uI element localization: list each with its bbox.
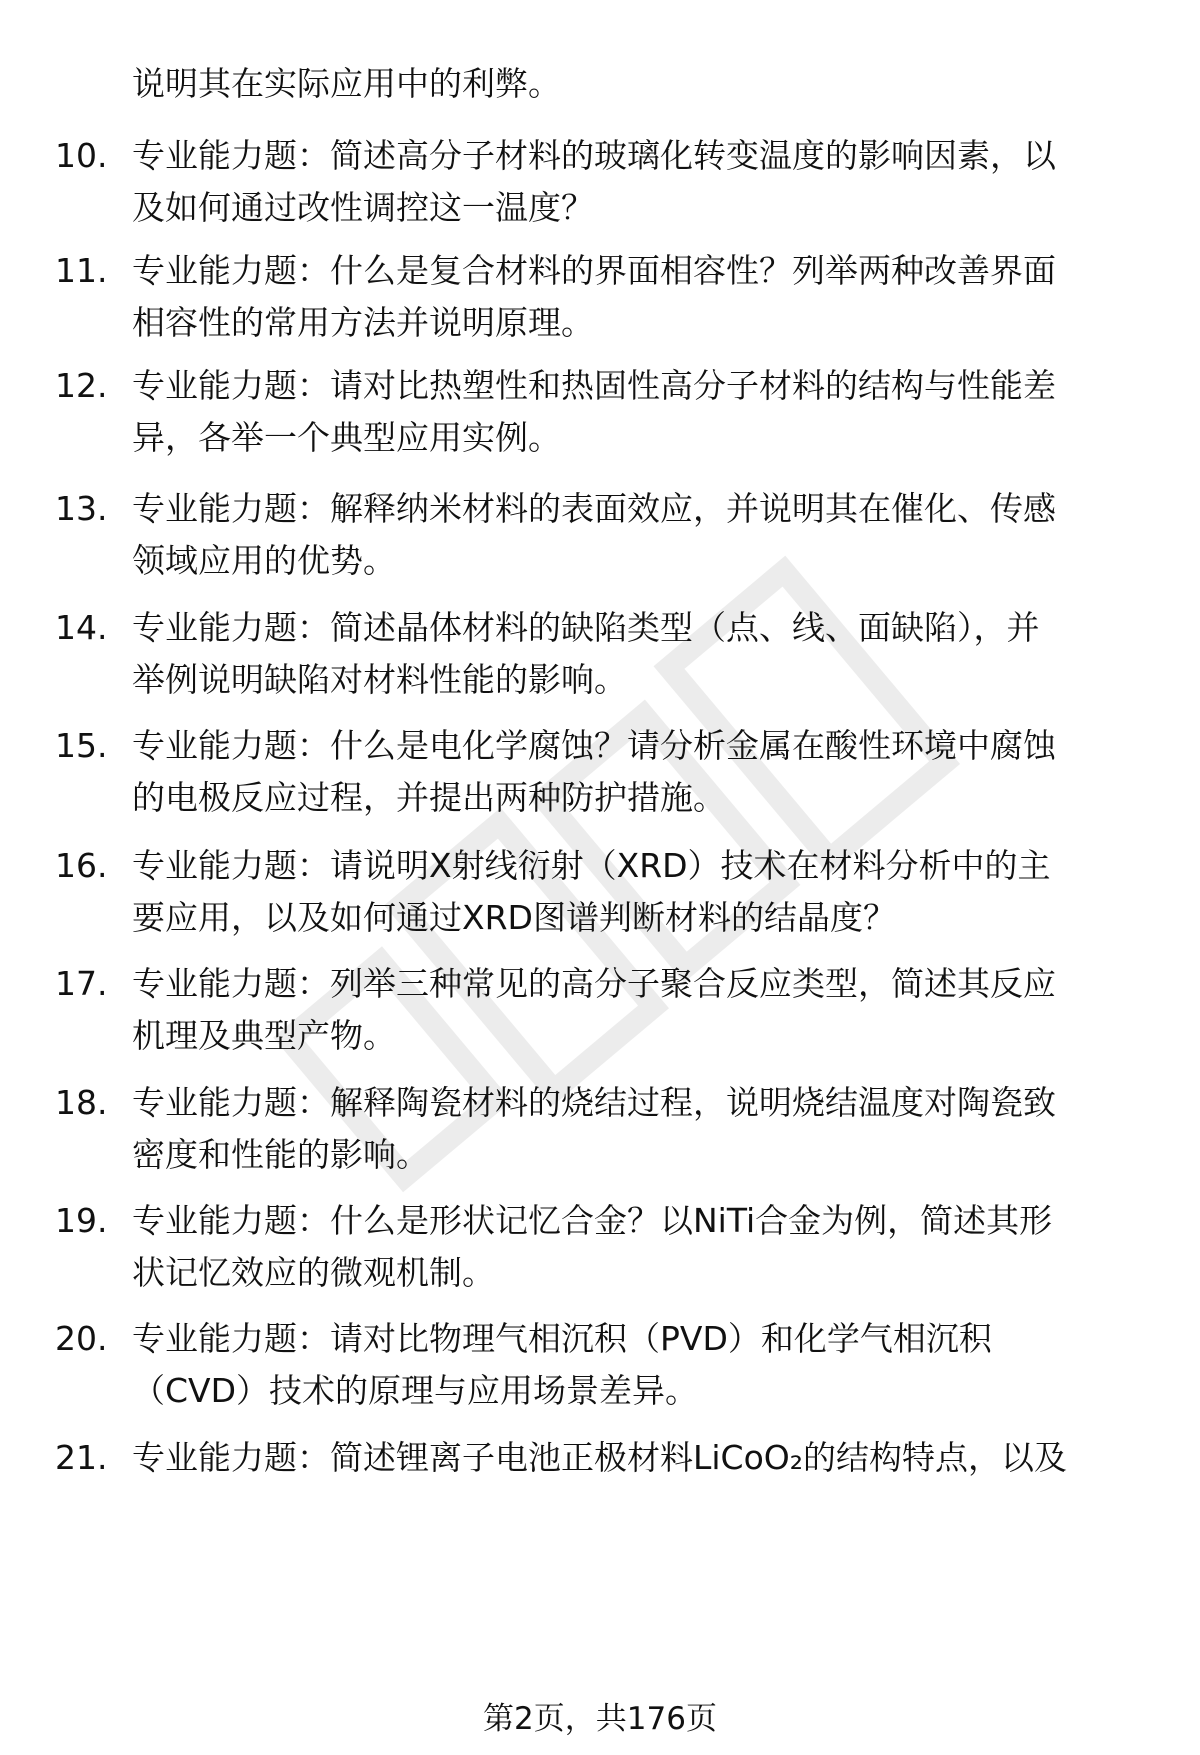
question-item (0, 1432, 1200, 1492)
question-text: 专业能力题：什么是形状记忆合金？以NiTi合金为例，简述其形 状记忆效应的微观机制。 (132, 1201, 1053, 1292)
question-item (0, 130, 1200, 240)
question-number: 14. (55, 608, 108, 647)
question-number: 20. (55, 1319, 108, 1358)
question-text: 专业能力题：解释纳米材料的表面效应，并说明其在催化、传感 领域应用的优势。 (132, 489, 1056, 580)
question-number: 13. (55, 489, 108, 528)
question-text: 专业能力题：列举三种常见的高分子聚合反应类型，简述其反应 机理及典型产物。 (132, 964, 1056, 1055)
question-text: 专业能力题：简述晶体材料的缺陷类型（点、线、面缺陷），并 举例说明缺陷对材料性能的影响。 (132, 608, 1040, 699)
question-item (0, 958, 1200, 1068)
question-item (0, 245, 1200, 355)
question-item (0, 602, 1200, 712)
question-number: 19. (55, 1201, 108, 1240)
question-number: 18. (55, 1083, 108, 1122)
question-number: 11. (55, 251, 108, 290)
question-text: 专业能力题：简述锂离子电池正极材料LiCoO₂的结构特点，以及 (132, 1438, 1067, 1477)
question-text: 专业能力题：请说明X射线衍射（XRD）技术在材料分析中的主 要应用，以及如何通过XRD图谱判断材料的结晶度？ (132, 846, 1051, 937)
question-text: 专业能力题：简述高分子材料的玻璃化转变温度的影响因素，以 及如何通过改性调控这一温度？ (132, 136, 1056, 227)
question-text: 专业能力题：什么是电化学腐蚀？请分析金属在酸性环境中腐蚀 的电极反应过程，并提出两种防护措施。 (132, 726, 1056, 817)
question-item (0, 840, 1200, 950)
question-text: 专业能力题：解释陶瓷材料的烧结过程，说明烧结温度对陶瓷致 密度和性能的影响。 (132, 1083, 1056, 1174)
question-item (0, 1077, 1200, 1187)
question-number: 12. (55, 366, 108, 405)
question-number: 15. (55, 726, 108, 765)
question-item (0, 720, 1200, 830)
question-text: 专业能力题：什么是复合材料的界面相容性？列举两种改善界面 相容性的常用方法并说明原理。 (132, 251, 1056, 342)
question-item (0, 483, 1200, 593)
question-item (0, 360, 1200, 470)
question-number: 10. (55, 136, 108, 175)
question-item (0, 1195, 1200, 1305)
question-item (0, 1313, 1200, 1423)
question-text: 专业能力题：请对比热塑性和热固性高分子材料的结构与性能差 异，各举一个典型应用实例。 (132, 366, 1056, 457)
question-number: 21. (55, 1438, 108, 1477)
question-number: 17. (55, 964, 108, 1003)
page-footer: 第2页，共176页 (483, 1701, 717, 1737)
question-number: 16. (55, 846, 108, 885)
continuation-text: 说明其在实际应用中的利弊。 (132, 64, 561, 103)
question-text: 专业能力题：请对比物理气相沉积（PVD）和化学气相沉积 （CVD）技术的原理与应用场景差异。 (132, 1319, 992, 1410)
